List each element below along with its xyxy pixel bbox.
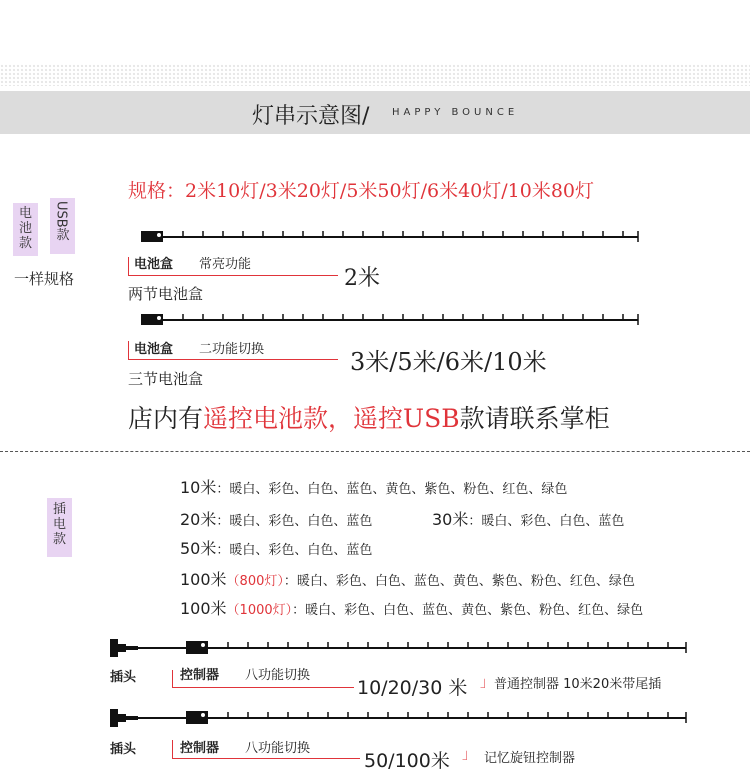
color-row-3: 50米：暖白、彩色、白色、蓝色 bbox=[180, 539, 373, 558]
red-bracket-2 bbox=[128, 341, 129, 360]
red-underline-1 bbox=[128, 275, 338, 276]
length-label-2: 3米/5米/6米/10米 bbox=[350, 348, 547, 376]
light-string-diagram-1 bbox=[138, 226, 644, 246]
function-label-4: 八功能切换 bbox=[245, 741, 311, 756]
length-label-1: 2米 bbox=[344, 266, 380, 291]
red-underline-4 bbox=[172, 758, 360, 759]
section-divider bbox=[0, 451, 750, 452]
color-row-2: 20米：暖白、彩色、白色、蓝色 bbox=[180, 510, 373, 529]
plugin-string-diagram-1 bbox=[108, 635, 693, 661]
same-spec-label: 一样规格 bbox=[14, 270, 75, 288]
plug-label-1: 插头 bbox=[110, 670, 137, 685]
battery-note-2: 三节电池盒 bbox=[128, 370, 204, 388]
color-row-4: 100米（800灯）：暖白、彩色、白色、蓝色、黄色、紫色、粉色、红色、绿色 bbox=[180, 570, 635, 589]
red-underline-2 bbox=[128, 359, 338, 360]
spec-line: 规格：2米10灯/3米20灯/5米50灯/6米40灯/10米80灯 bbox=[128, 180, 595, 202]
function-label-1: 常亮功能 bbox=[199, 257, 252, 272]
light-string-diagram-2 bbox=[138, 309, 644, 329]
length-label-3: 10/20/30 米 bbox=[357, 677, 468, 699]
title-banner bbox=[0, 91, 750, 134]
plug-label-2: 插头 bbox=[110, 742, 137, 757]
bracket-glyph-3: 」 bbox=[480, 675, 494, 691]
color-row-1: 10米：暖白、彩色、白色、蓝色、黄色、紫色、粉色、红色、绿色 bbox=[180, 478, 568, 497]
usb-tag: USB款 bbox=[50, 198, 75, 254]
page-title: 灯串示意图/ bbox=[252, 104, 370, 129]
battery-tag: 电池款 bbox=[13, 203, 38, 256]
bracket-glyph-4: 」 bbox=[462, 747, 476, 763]
battery-box-label-1: 电池盒 bbox=[134, 257, 174, 272]
plugin-tag: 插电款 bbox=[47, 498, 72, 557]
battery-box-label-2: 电池盒 bbox=[134, 342, 174, 357]
color-row-2b: 30米：暖白、彩色、白色、蓝色 bbox=[432, 510, 625, 529]
red-underline-3 bbox=[172, 687, 354, 688]
plugin-string-diagram-2 bbox=[108, 705, 693, 731]
controller-label-1: 控制器 bbox=[180, 668, 220, 683]
function-label-2: 二功能切换 bbox=[199, 342, 265, 357]
controller-desc-1: 普通控制器 10米20米带尾插 bbox=[494, 677, 662, 692]
controller-desc-2: 记忆旋钮控制器 bbox=[484, 751, 576, 766]
red-bracket-4 bbox=[172, 740, 173, 759]
color-row-5: 100米（1000灯）：暖白、彩色、白色、蓝色、黄色、紫色、粉色、红色、绿色 bbox=[180, 599, 644, 618]
red-bracket-3 bbox=[172, 670, 173, 688]
battery-note-1: 两节电池盒 bbox=[128, 285, 204, 303]
remote-notice: 店内有遥控电池款，遥控USB款请联系掌柜 bbox=[128, 404, 610, 433]
length-label-4: 50/100米 bbox=[364, 750, 450, 772]
function-label-3: 八功能切换 bbox=[245, 668, 311, 683]
controller-label-2: 控制器 bbox=[180, 741, 220, 756]
dotted-texture bbox=[0, 64, 750, 86]
red-bracket-1 bbox=[128, 257, 129, 276]
page-subtitle: HAPPY BOUNCE bbox=[392, 107, 519, 118]
